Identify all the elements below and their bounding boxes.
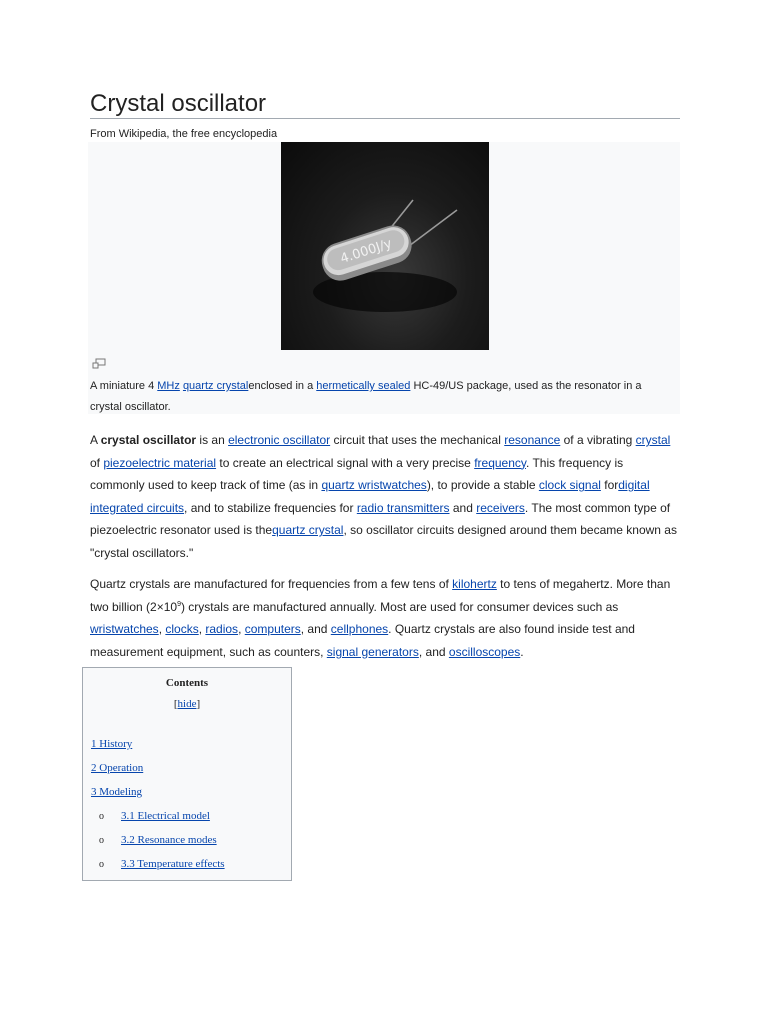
bracket: [ — [173, 698, 178, 710]
link-radio-transmitters[interactable]: radio transmitters — [356, 500, 450, 515]
figure-caption — [90, 376, 674, 418]
text: . This frequency is commonly used to keep track of time (as in — [90, 455, 624, 493]
toc-item-modeling[interactable]: 3 Modeling — [91, 786, 143, 798]
crystal-oscillator-photo[interactable] — [281, 142, 489, 350]
toc-item-electrical-model[interactable]: 3.1 Electrical model — [121, 810, 210, 822]
link-computers[interactable]: computers — [244, 622, 301, 637]
link-radios[interactable]: radios — [205, 622, 239, 637]
text: , — [158, 622, 166, 637]
link-oscilloscopes[interactable]: oscilloscopes — [448, 644, 521, 659]
bold-term: crystal oscillator — [100, 433, 197, 447]
link-quartz-wristwatches[interactable]: quartz wristwatches — [321, 478, 427, 493]
toc-item-history[interactable]: 1 History — [91, 738, 133, 750]
intro-paragraph — [90, 429, 680, 565]
text: A — [90, 433, 101, 447]
link-cellphones[interactable]: cellphones — [330, 622, 389, 637]
exponent: 9 — [177, 600, 181, 608]
bracket: ] — [196, 698, 201, 710]
toc-item-operation[interactable]: 2 Operation — [91, 762, 144, 774]
text: Quartz crystals are manufactured for frequencies from a few tens of — [90, 577, 453, 591]
text: , — [198, 622, 206, 637]
link-wristwatches[interactable]: wristwatches — [90, 622, 159, 637]
enlarge-icon[interactable] — [92, 358, 106, 370]
link-clocks[interactable]: clocks — [165, 622, 199, 637]
text: for — [600, 478, 619, 493]
text: to tens of megahertz. More than two billion (2×10 — [90, 577, 671, 614]
text: , and to stabilize frequencies for — [184, 500, 357, 515]
crystal-marking: 4.000J/y — [338, 236, 394, 267]
toc-hide-control — [83, 698, 291, 710]
text: . — [520, 644, 524, 659]
toc-hide-link[interactable]: hide — [177, 698, 197, 710]
page-title: Crystal oscillator — [90, 90, 680, 119]
text: , and — [418, 644, 449, 659]
caption-link-hermetically-sealed[interactable]: hermetically sealed — [316, 380, 411, 392]
toc-title: Contents — [165, 677, 209, 689]
caption-text: enclosed in a — [248, 380, 317, 392]
table-of-contents — [82, 667, 292, 881]
link-crystal[interactable]: crystal — [635, 433, 671, 447]
link-receivers[interactable]: receivers — [476, 500, 525, 515]
text: of a vibrating — [560, 433, 636, 447]
text: is an — [196, 433, 229, 447]
manufacturing-paragraph — [90, 573, 680, 663]
link-quartz-crystal[interactable]: quartz crystal — [272, 523, 344, 538]
toc-item-temperature-effects[interactable]: 3.3 Temperature effects — [121, 858, 225, 870]
bullet-icon: o — [99, 859, 104, 870]
bullet-icon: o — [99, 835, 104, 846]
text: and — [449, 500, 477, 515]
text: ), to provide a stable — [426, 478, 539, 493]
text: , — [238, 622, 245, 637]
page-subtitle: From Wikipedia, the free encyclopedia — [90, 128, 278, 140]
text: . The most common type of piezoelectric resonator used is the — [90, 500, 671, 538]
text: , and — [300, 622, 331, 637]
link-piezoelectric-material[interactable]: piezoelectric material — [103, 455, 217, 470]
caption-link-quartz-crystal[interactable]: quartz crystal — [182, 380, 249, 392]
text: to create an electrical signal with a very precise — [216, 455, 475, 470]
link-digital[interactable]: digital — [618, 478, 650, 493]
caption-text: A miniature 4 — [90, 380, 158, 392]
bullet-icon: o — [99, 811, 104, 822]
link-clock-signal[interactable]: clock signal — [538, 478, 601, 493]
link-integrated-circuits[interactable]: integrated circuits — [90, 500, 185, 515]
caption-text: HC-49/US package, used as the resonator in a crystal oscillator. — [90, 380, 642, 413]
text: circuit that uses the mechanical — [330, 433, 505, 447]
figure-box — [88, 142, 680, 414]
link-electronic-oscillator[interactable]: electronic oscillator — [228, 433, 331, 447]
link-resonance[interactable]: resonance — [504, 433, 561, 447]
link-frequency[interactable]: frequency — [474, 455, 526, 470]
text: ) crystals are manufactured annually. Most are used for consumer devices such as — [180, 599, 619, 614]
text: . Quartz crystals are also found inside test and measurement equipment, such as counters, — [90, 622, 635, 659]
text: of — [90, 455, 104, 470]
text: , so oscillator circuits designed around them became known as "crystal oscillators." — [90, 523, 677, 560]
link-signal-generators[interactable]: signal generators — [326, 644, 419, 659]
caption-link-mhz[interactable]: MHz — [157, 380, 180, 392]
toc-item-resonance-modes[interactable]: 3.2 Resonance modes — [121, 834, 217, 846]
crystal-oscillator-illustration — [281, 142, 489, 350]
link-kilohertz[interactable]: kilohertz — [452, 577, 497, 591]
